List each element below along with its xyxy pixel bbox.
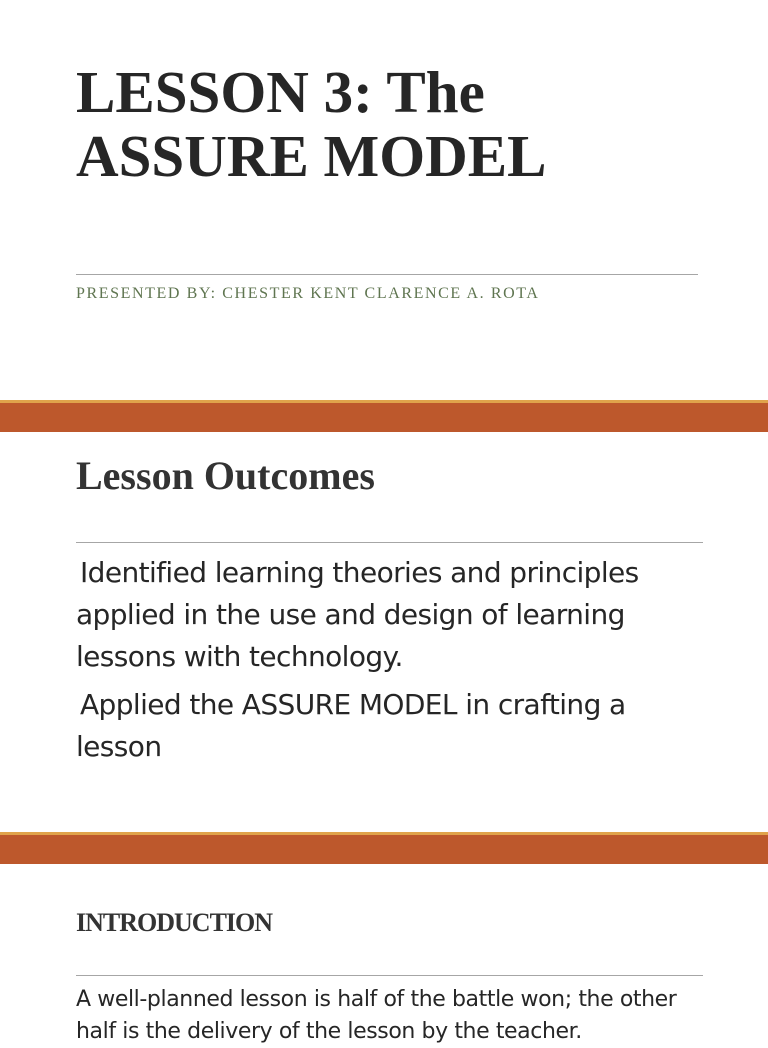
- introduction-body: A well-planned lesson is half of the battle won; the other half is the delivery of the lesson by the teacher.: [76, 987, 677, 1044]
- introduction-heading: INTRODUCTION: [76, 908, 273, 937]
- outcome-item-1: Identified learning theories and principles applied in the use and design of learning lessons with technology.: [76, 556, 639, 673]
- outcomes-heading: Lesson Outcomes: [76, 453, 375, 498]
- outcome-item-2: Applied the ASSURE MODEL in crafting a lesson: [76, 688, 626, 763]
- slide-title-line-2: ASSURE MODEL: [76, 123, 547, 189]
- title-slide: [0, 0, 768, 400]
- presenter-subtitle: PRESENTED BY: CHESTER KENT CLARENCE A. ROTA: [76, 285, 540, 302]
- slide-title-line-1: LESSON 3: The: [76, 59, 485, 125]
- introduction-slide: [0, 864, 768, 1044]
- outcomes-slide: [0, 432, 768, 832]
- outcomes-list: [76, 552, 716, 774]
- outcomes-divider: [76, 542, 703, 543]
- introduction-divider: [76, 975, 703, 976]
- slide-title: [76, 60, 716, 188]
- slide-separator-1: [0, 400, 768, 432]
- title-divider: [76, 274, 698, 275]
- slide-separator-2: [0, 832, 768, 864]
